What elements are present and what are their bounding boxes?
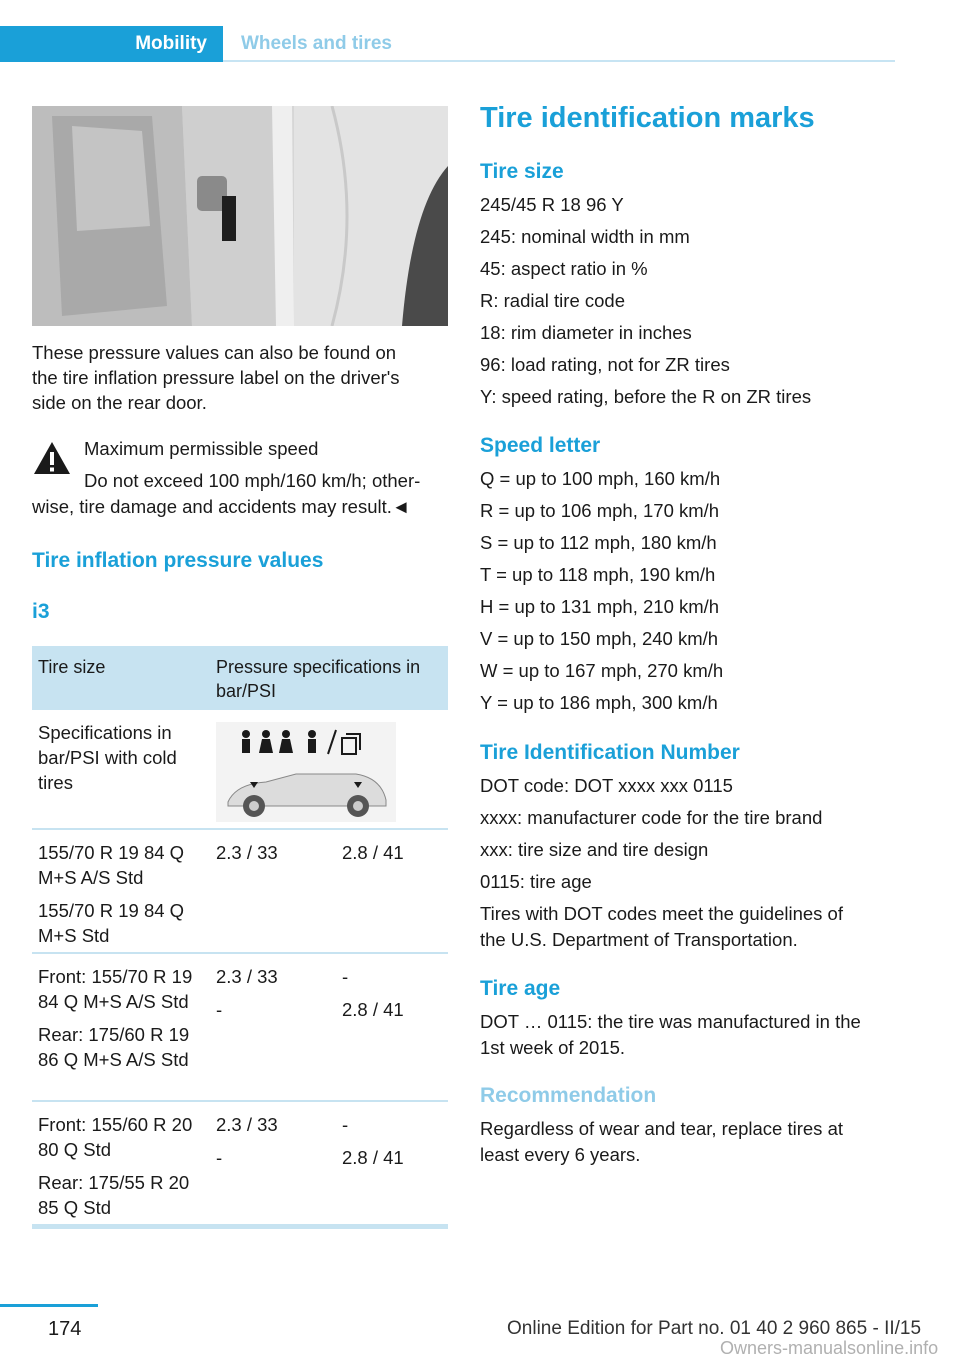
text-line: W = up to 167 mph, 270 km/h — [480, 660, 724, 681]
text-line: Y = up to 186 mph, 300 km/h — [480, 692, 718, 713]
spec-label: Specifications in bar/PSI with cold tires — [38, 722, 177, 793]
warning-triangle-icon — [32, 440, 72, 476]
text-line: V = up to 150 mph, 240 km/h — [480, 628, 719, 649]
text-line: 18: rim diameter in inches — [480, 322, 692, 343]
text-line: R: radial tire code — [480, 290, 625, 311]
table-row — [32, 710, 448, 830]
pressure-cell — [216, 1112, 326, 1178]
vehicle-load-icon — [216, 722, 396, 822]
pressure-cell — [342, 964, 452, 1030]
pressure-value: 2.3 / 33 — [216, 1114, 278, 1135]
text-line: the U.S. Department of Transportation. — [480, 929, 798, 950]
pressure-cell — [216, 964, 326, 1030]
watermark: Owners-manualsonline.info — [720, 1338, 939, 1358]
text-line: S = up to 112 mph, 180 km/h — [480, 532, 717, 553]
text-line: DOT code: DOT xxxx xxx 0115 — [480, 775, 733, 796]
tire-size: Rear: 175/60 R 19 86 Q M+S A/S Std — [38, 1024, 190, 1070]
text-line: H = up to 131 mph, 210 km/h — [480, 596, 720, 617]
pressure-value: - — [342, 1114, 349, 1135]
header-divider — [223, 60, 895, 62]
table-header — [32, 646, 448, 710]
text-line: 245/45 R 18 96 Y — [480, 194, 624, 215]
edition-info: Online Edition for Part no. 01 40 2 960 865 - II/15 — [507, 1318, 922, 1339]
pressure-value: - — [216, 999, 223, 1020]
table-row — [32, 954, 448, 1102]
text-line: xxxx: manufacturer code for the tire brand — [480, 807, 823, 828]
subsection-tab[interactable]: Wheels and tires — [241, 33, 392, 54]
page-number: 174 — [48, 1318, 82, 1340]
pressure-value: - — [342, 966, 349, 987]
subheading: Speed letter — [480, 434, 601, 457]
subheading: Tire size — [480, 160, 564, 183]
tire-size: Front: 155/70 R 19 84 Q M+S A/S Std — [38, 966, 193, 1012]
column-header: Pressure specifications in bar/PSI — [216, 657, 421, 701]
text-line: 96: load rating, not for ZR tires — [480, 354, 730, 375]
table-row — [32, 830, 448, 954]
tire-size-cell — [38, 964, 208, 1080]
warning-text-line: Do not exceed 100 mph/160 km/h; other‐ — [84, 470, 421, 491]
tire-size: Rear: 175/55 R 20 85 Q Std — [38, 1172, 190, 1218]
tire-size-cell — [38, 840, 208, 956]
text-line: least every 6 years. — [480, 1144, 641, 1165]
text-line: 0115: tire age — [480, 871, 592, 892]
warning-title: Maximum permissible speed — [84, 438, 319, 459]
intro-line: the tire inflation pressure label on the driver's — [32, 367, 400, 388]
table-row — [32, 1102, 448, 1224]
pressure-value: 2.8 / 41 — [342, 1147, 404, 1168]
section-tab[interactable]: Mobility — [0, 26, 223, 62]
text-line: Y: speed rating, before the R on ZR tires — [480, 386, 812, 407]
pressure-cell — [342, 1112, 452, 1178]
tire-size: 155/70 R 19 84 Q M+S A/S Std — [38, 842, 185, 888]
text-line: xxx: tire size and tire design — [480, 839, 709, 860]
footer-rule — [0, 1304, 98, 1307]
page-title: Tire identification marks — [480, 102, 815, 134]
pressure-cell — [216, 840, 326, 873]
intro-line: side on the rear door. — [32, 392, 207, 413]
page-header — [0, 26, 895, 62]
text-line: Tires with DOT codes meet the guidelines of — [480, 903, 843, 924]
pressure-value: - — [216, 1147, 223, 1168]
subheading: Recommendation — [480, 1084, 657, 1107]
intro-line: These pressure values can also be found on — [32, 342, 397, 363]
pressure-table — [32, 646, 448, 1229]
door-label-photo — [32, 106, 448, 326]
subheading: Tire Identification Number — [480, 741, 740, 764]
load-diagram — [216, 722, 396, 822]
pressure-value: 2.3 / 33 — [216, 966, 278, 987]
warning-text-line: wise, tire damage and accidents may result.◄ — [32, 496, 411, 517]
text-line: 45: aspect ratio in % — [480, 258, 648, 279]
pressure-value: 2.3 / 33 — [216, 842, 278, 863]
text-line: 245: nominal width in mm — [480, 226, 690, 247]
section-heading: Tire inflation pressure values — [32, 549, 324, 572]
pressure-value: 2.8 / 41 — [342, 999, 404, 1020]
pressure-value: 2.8 / 41 — [342, 842, 404, 863]
pressure-cell — [342, 840, 452, 873]
text-line: Regardless of wear and tear, replace tires at — [480, 1118, 843, 1139]
model-heading: i3 — [32, 600, 50, 623]
tire-size: 155/70 R 19 84 Q M+S Std — [38, 900, 185, 946]
text-line: T = up to 118 mph, 190 km/h — [480, 564, 716, 585]
subheading: Tire age — [480, 977, 561, 1000]
column-header: Tire size — [38, 657, 106, 677]
text-line: 1st week of 2015. — [480, 1037, 626, 1058]
tire-size-cell — [38, 1112, 208, 1228]
text-line: Q = up to 100 mph, 160 km/h — [480, 468, 721, 489]
text-line: DOT … 0115: the tire was manufactured in the — [480, 1011, 861, 1032]
text-line: R = up to 106 mph, 170 km/h — [480, 500, 720, 521]
tire-size: Front: 155/60 R 20 80 Q Std — [38, 1114, 193, 1160]
intro-paragraph — [32, 340, 452, 415]
